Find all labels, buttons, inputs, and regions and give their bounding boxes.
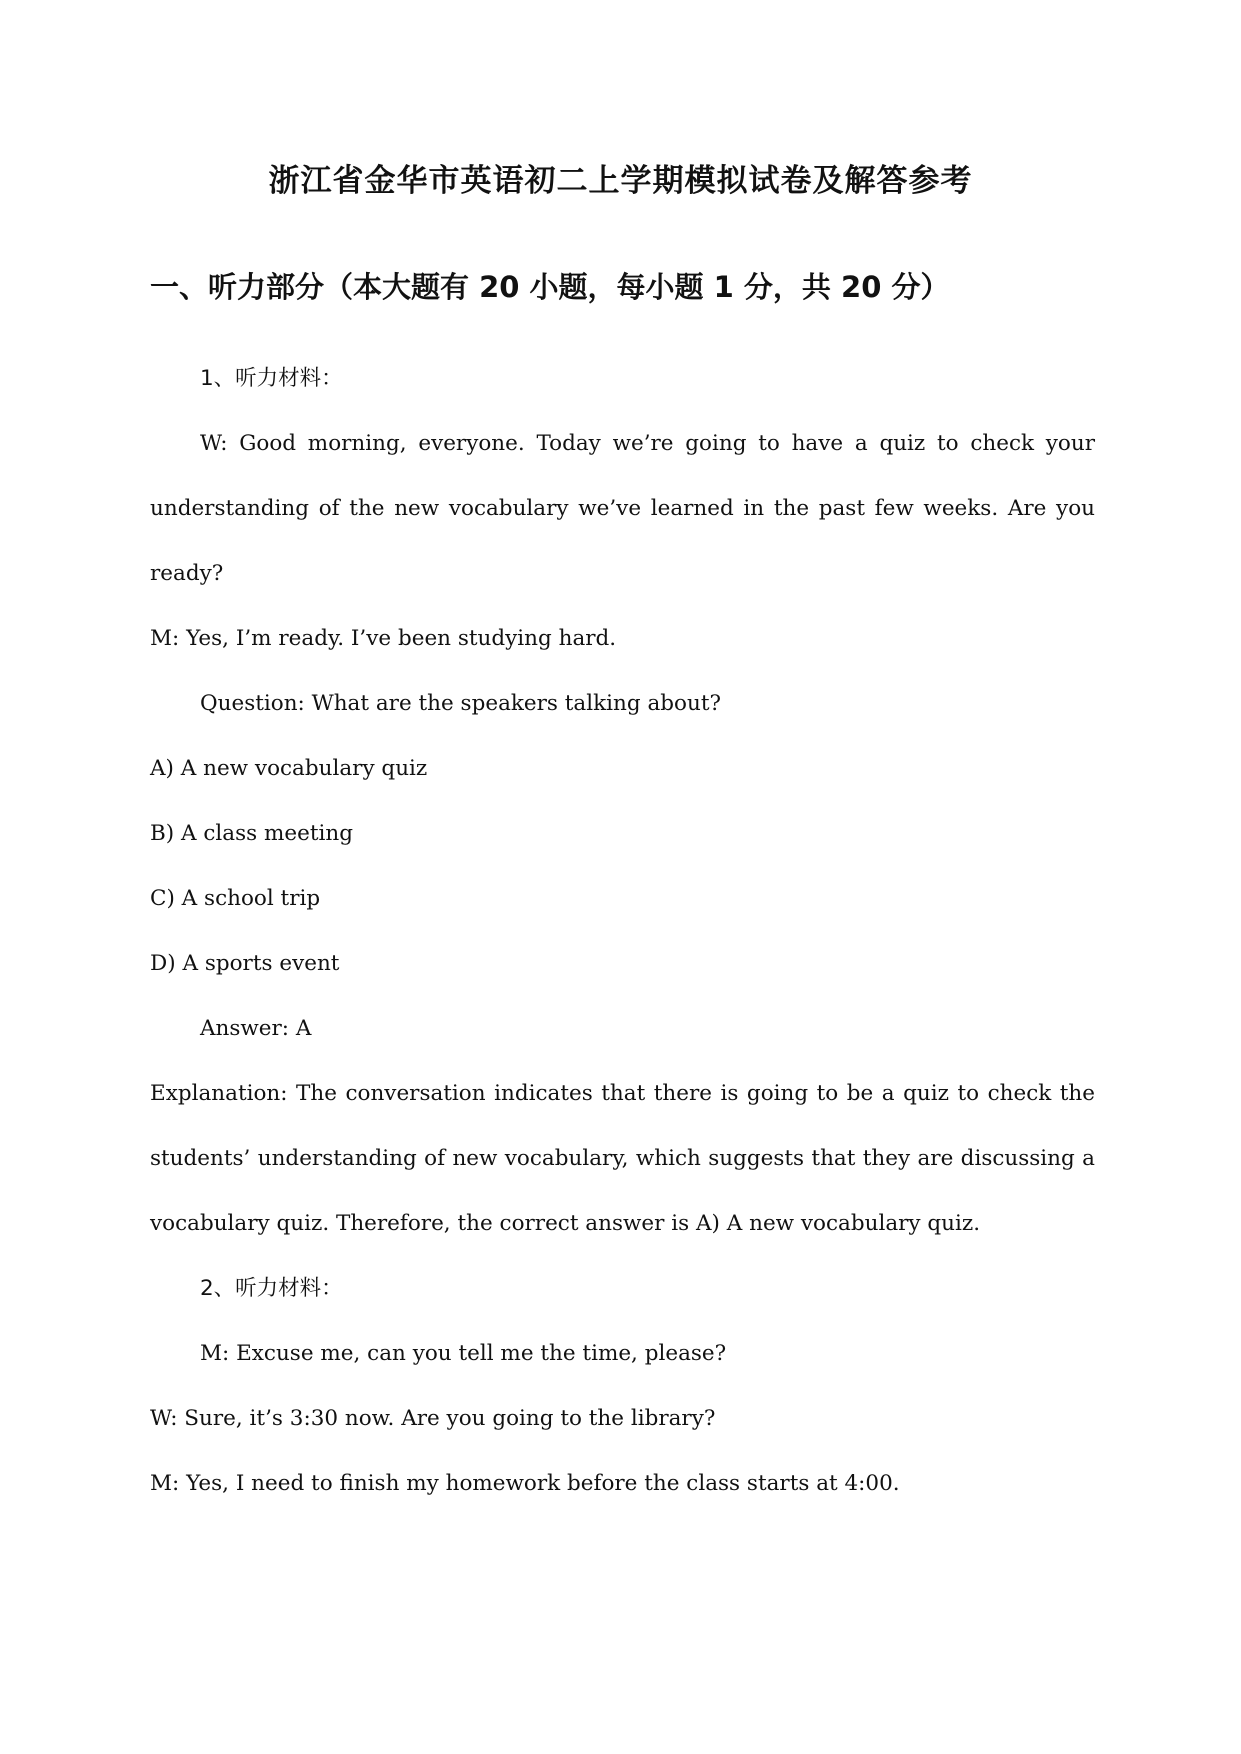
question-1-dialogue-m: M: Yes, I’m ready. I’ve been studying hard. xyxy=(150,626,617,651)
section-heading-listening: 一、听力部分（本大题有 20 小题，每小题 1 分，共 20 分） xyxy=(150,270,950,304)
question-1-option-b: B) A class meeting xyxy=(150,821,353,846)
question-1-answer: Answer: A xyxy=(200,1016,312,1041)
document-title: 浙江省金华市英语初二上学期模拟试卷及解答参考 xyxy=(268,163,973,199)
question-2-label: 2、听力材料： xyxy=(200,1276,343,1301)
question-1-question: Question: What are the speakers talking about? xyxy=(200,691,722,716)
question-2-line-2: W: Sure, it’s 3:30 now. Are you going to the library? xyxy=(150,1406,716,1431)
question-2-line-3: M: Yes, I need to finish my homework before the class starts at 4:00. xyxy=(150,1471,900,1496)
question-1-label: 1、听力材料： xyxy=(200,366,343,391)
question-1-option-d: D) A sports event xyxy=(150,951,340,976)
question-1-option-a: A) A new vocabulary quiz xyxy=(150,756,428,781)
document-body xyxy=(150,346,1095,1516)
question-2-line-1: M: Excuse me, can you tell me the time, please? xyxy=(200,1341,727,1366)
question-1-option-c: C) A school trip xyxy=(150,886,321,911)
question-1-explanation: Explanation: The conversation indicates that there is going to be a quiz to check the students’ understanding of new vocabulary, which suggests that they are discussing a vocabulary quiz. Therefore, the correct answer is A) A new vocabulary quiz. xyxy=(150,1081,1095,1236)
question-1-dialogue-w: W: Good morning, everyone. Today we’re going to have a quiz to check your understanding of the new vocabulary we’ve learned in the past few weeks. Are you ready? xyxy=(150,431,1095,586)
